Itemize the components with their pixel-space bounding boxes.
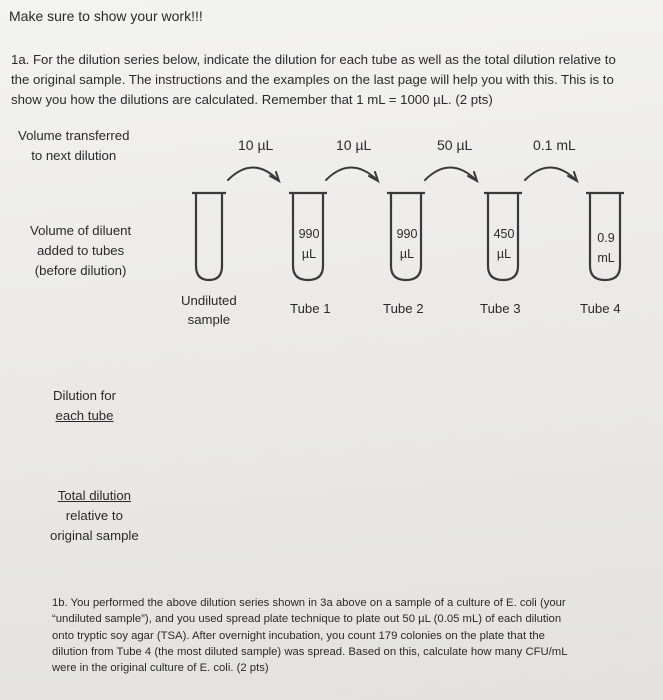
tube-3-content: 450 µL <box>493 227 515 261</box>
tube-2-content: 990 µL <box>396 227 418 261</box>
tube-name: Tube 1 <box>290 301 331 316</box>
transfer-volume: 0.1 mL <box>533 137 576 153</box>
transfer-arrow <box>525 168 576 181</box>
question-1b-line: 1b. You performed the above dilution series shown in 3a above on a sample of a culture of E. coli (your <box>52 597 566 609</box>
row-label-volume-transferred: Volume transferred to next dilution <box>18 128 130 163</box>
row-label-total-dilution: Total dilution relative to original sample <box>50 488 139 543</box>
question-1a-line: 1a. For the dilution series below, indicate the dilution for each tube as well as the total dilution relative to <box>11 52 616 67</box>
question-1b-line: were in the original culture of E. coli. (2 pts) <box>52 662 269 675</box>
transfer-volume: 10 µL <box>238 137 274 153</box>
question-1a-line: show you how the dilutions are calculated. Remember that 1 mL = 1000 µL. (2 pts) <box>11 92 493 107</box>
tube-1-content: 990 µL <box>298 227 320 261</box>
tube-name: Tube 4 <box>580 301 621 316</box>
transfer-arrow <box>425 168 476 181</box>
transfer-volume: 50 µL <box>437 137 473 153</box>
row-label-dilution-each-tube: Dilution for each tube <box>53 388 117 423</box>
transfer-volume: 10 µL <box>336 137 372 153</box>
question-1b-line: dilution from Tube 4 (the most diluted sample) was spread. Based on this, calculate how many CFU/mL <box>52 645 568 658</box>
tube-4-content: 0.9 mL <box>597 231 615 265</box>
question-1b-line: onto tryptic soy agar (TSA). After overnight incubation, you count 179 colonies on the plate that the <box>52 629 545 642</box>
transfer-arrow <box>326 168 377 181</box>
question-1a-line: the original sample. The instructions and the examples on the last page will help you with this. This is to <box>11 72 614 87</box>
tube-undiluted <box>196 193 222 280</box>
question-1b <box>52 595 622 676</box>
tube-name-undiluted: Undiluted sample <box>181 293 237 327</box>
tube-name: Tube 3 <box>480 301 521 316</box>
row-label-volume-diluent: Volume of diluent added to tubes (before dilution) <box>30 223 132 278</box>
page-title: Make sure to show your work!!! <box>9 8 203 24</box>
transfer-arrow <box>228 168 278 181</box>
question-1b-line: “undiluted sample”), and you used spread plate technique to plate out 50 µL (0.05 mL) of each dilution <box>52 613 562 626</box>
tube-name: Tube 2 <box>383 301 424 316</box>
